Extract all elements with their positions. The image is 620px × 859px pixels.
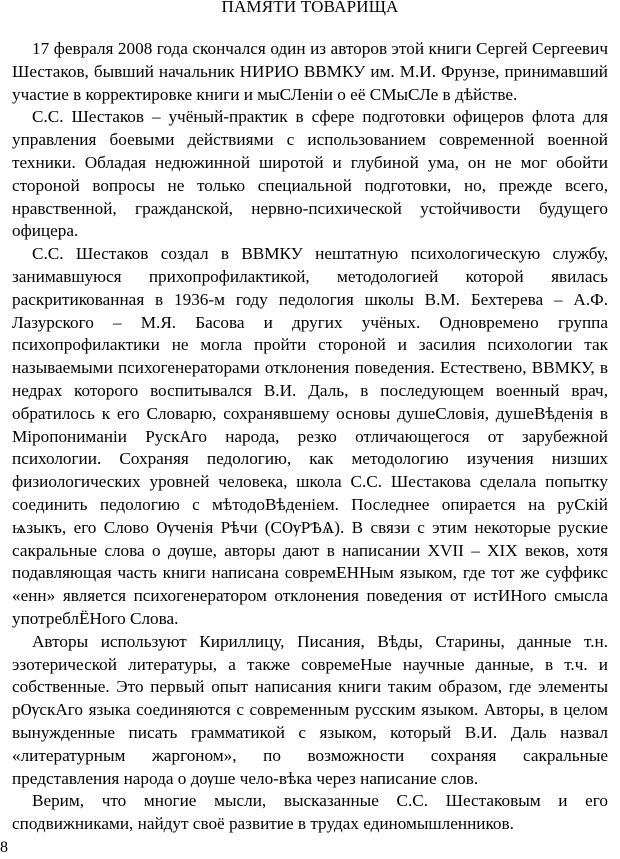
page-title: ПАМЯТИ ТОВАРИЩА xyxy=(221,0,399,16)
paragraph-4: Авторы используют Кириллицу, Писания, Вѣды, Старины, данные т.н. эзотерической литературы, а также совремеНые научные данные, в т.ч. и собственные. Это первый опыт написания книги таким образом, где элементы рѸскАго языка соединяются с современным русским языком. Авторы, в целом вынужденные писать грамматикой с языком, который В.И. Даль назвал «литературным жаргоном», по возможности сохраняя сакральные представления народа о дѹше чело-вѣка через написание слов. xyxy=(12,631,608,788)
paragraph-2: С.С. Шестаков – учёный-практик в сфере подготовки офицеров флота для управления боевыми действиями с использованием современной военной техники. Обладая недюжинной широтой и глубиной ума, он не мог обойти стороной вопросы не только специальной подготовки, но, прежде всего, нравственной, гражданской, нервно-психической устойчивости будущего офицера. xyxy=(12,107,608,241)
paragraph-5: Верим, что многие мысли, высказанные С.С. Шестаковым и его сподвижниками, найдут своё развитие в трудах единомышленников. xyxy=(12,791,608,834)
page-number: 8 xyxy=(0,839,8,856)
paragraph-1: 17 февраля 2008 года скончался один из авторов этой книги Сергей Сергеевич Шестаков, бывший начальник НИРИО ВВМКУ им. М.И. Фрунзе, принимавший участие в корректировке книги и мыСЛеніи о её СМыСЛе в дѣйстве. xyxy=(12,39,608,104)
paragraph-3: С.С. Шестаков создал в ВВМКУ нештатную психологическую службу, занимавшуюся прихопрофилактикой, методологией которой явилась раскритикованная в 1936-м году педология школы В.М. Бехтерева – А.Ф. Лазурского – М.Я. Басова и других учёных. Одновремено группа психопрофилактики не могла пройти стороной и засилия психологии так называемыми психогенераторами отклонения поведения. Естествено, ВВМКУ, в недрах которого воспитывался В.И. Даль, в последующем военный врач, обратилось к его Словарю, сохранявшему основы душеСловія, душеВѣденія в Міропониманіи РускАго народа, резко отличающегося от зарубежной психологии. Сохраняя педологию, как методологию изучения низших физиологических уровней человека, школа С.С. Шестакова сделала попытку соединить педологию с мѣтодоВѣденіем. Последнее опирается на руСкій ѩзыкъ, его Слово Ѹченія Рѣчи (СѸРѢѦ). В связи с этим некоторые руские сакральные слова о дѹше, авторы дают в написании XVII – XIX веков, хотя подавляющая часть книги написана совремЕННым языком, где тот же суффикс «енн» является психогенератором отклонения поведения от истИНого смысла употреблЁНого Слова. xyxy=(12,244,608,628)
body-text xyxy=(12,38,608,836)
